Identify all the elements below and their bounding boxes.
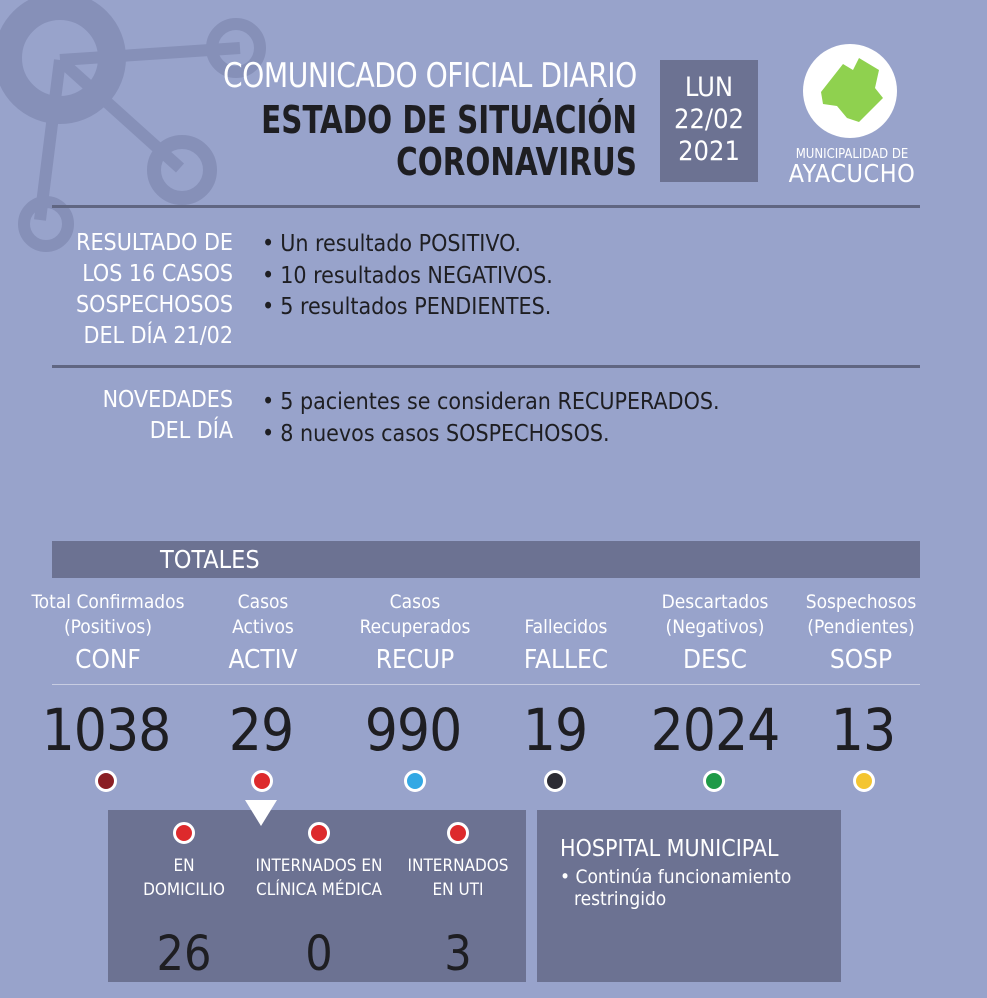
- list-item: • Un resultado POSITIVO.: [262, 229, 553, 261]
- stat-label: Casos: [237, 591, 289, 613]
- stat-code: SOSP: [829, 645, 893, 675]
- date-day: LUN: [684, 72, 734, 103]
- breakdown-label: EN: [173, 856, 195, 876]
- stat-column-activ: [178, 590, 348, 675]
- divider: [52, 684, 920, 685]
- results-label-line: RESULTADO DE: [76, 230, 233, 256]
- stat-label: Descartados: [661, 591, 769, 613]
- stat-value-activ: 29: [228, 696, 294, 764]
- date-date: 22/02: [674, 104, 744, 135]
- hospital-text: [560, 866, 830, 910]
- ayacucho-map-icon: [803, 44, 897, 138]
- stat-column-recup: [330, 590, 500, 675]
- stat-column-desc: [630, 590, 800, 675]
- divider: [52, 205, 920, 208]
- status-dot-conf: [95, 770, 117, 792]
- breakdown-label: INTERNADOS: [407, 856, 509, 876]
- list-item: • 8 nuevos casos SOSPECHOSOS.: [262, 419, 720, 451]
- stat-code: FALLEC: [523, 645, 609, 675]
- stat-label: (Pendientes): [807, 616, 915, 638]
- header-title-line-2: ESTADO DE SITUACIÓN: [261, 98, 637, 142]
- logo: [803, 44, 897, 138]
- stat-value-desc: 2024: [650, 696, 780, 764]
- news-label-line: DEL DÍA: [149, 418, 233, 444]
- list-item: • 5 resultados PENDIENTES.: [262, 292, 553, 324]
- stat-label: Casos: [389, 591, 441, 613]
- breakdown-value: 26: [156, 926, 212, 982]
- status-dot-activ: [251, 770, 273, 792]
- news-list: [262, 387, 720, 450]
- stat-label: Sospechosos: [805, 591, 917, 613]
- breakdown-label: INTERNADOS EN: [255, 856, 383, 876]
- status-dot: [447, 822, 469, 844]
- divider: [52, 365, 920, 368]
- status-dot: [173, 822, 195, 844]
- hospital-text-line: • Continúa funcionamiento: [560, 866, 792, 888]
- results-label-line: SOSPECHOSOS: [76, 292, 233, 318]
- status-dot-sosp: [853, 770, 875, 792]
- stat-label: Total Confirmados: [31, 591, 185, 613]
- header-title-line-3: CORONAVIRUS: [396, 140, 637, 184]
- date-box: [660, 60, 758, 182]
- stat-code: CONF: [75, 645, 141, 675]
- date-year: 2021: [678, 136, 740, 167]
- results-list: [262, 229, 553, 324]
- news-label: [33, 385, 233, 447]
- stat-column-fallec: [481, 590, 651, 675]
- logo-text-line-1: MUNICIPALIDAD DE: [795, 147, 909, 162]
- totals-label: TOTALES: [160, 545, 260, 574]
- stat-value-conf: 1038: [41, 696, 171, 764]
- stat-label: (Positivos): [63, 616, 152, 638]
- stat-column-sosp: [776, 590, 946, 675]
- results-label-line: LOS 16 CASOS: [82, 261, 233, 287]
- status-dot-fallec: [544, 770, 566, 792]
- news-label-line: NOVEDADES: [102, 387, 233, 413]
- breakdown-home: [114, 822, 254, 982]
- stat-label: (Negativos): [665, 616, 765, 638]
- breakdown-value: 0: [305, 926, 333, 982]
- stat-column-conf: [23, 590, 193, 675]
- logo-text-line-2: AYACUCHO: [788, 159, 916, 188]
- breakdown-uti: [388, 822, 528, 982]
- stat-value-recup: 990: [364, 696, 462, 764]
- breakdown-value: 3: [444, 926, 472, 982]
- breakdown-label: EN UTI: [432, 880, 484, 900]
- header-title-line-1: COMUNICADO OFICIAL DIARIO: [223, 56, 637, 96]
- stat-code: ACTIV: [228, 645, 298, 675]
- breakdown-clinic: [249, 822, 389, 982]
- hospital-title: HOSPITAL MUNICIPAL: [560, 836, 779, 862]
- stat-label: Fallecidos: [524, 616, 608, 638]
- stat-code: DESC: [683, 645, 747, 675]
- status-dot-recup: [404, 770, 426, 792]
- stat-label: Recuperados: [359, 616, 471, 638]
- stat-value-fallec: 19: [522, 696, 588, 764]
- results-label-line: DEL DÍA 21/02: [83, 323, 233, 349]
- breakdown-label: DOMICILIO: [143, 880, 225, 900]
- list-item: • 5 pacientes se consideran RECUPERADOS.: [262, 387, 720, 419]
- stat-label: Activos: [232, 616, 294, 638]
- breakdown-label: CLÍNICA MÉDICA: [256, 880, 382, 900]
- results-label: [33, 228, 233, 352]
- status-dot: [308, 822, 330, 844]
- stat-code: RECUP: [375, 645, 455, 675]
- hospital-text-line: restringido: [574, 888, 667, 910]
- list-item: • 10 resultados NEGATIVOS.: [262, 261, 553, 293]
- status-dot-desc: [703, 770, 725, 792]
- stat-value-sosp: 13: [830, 696, 896, 764]
